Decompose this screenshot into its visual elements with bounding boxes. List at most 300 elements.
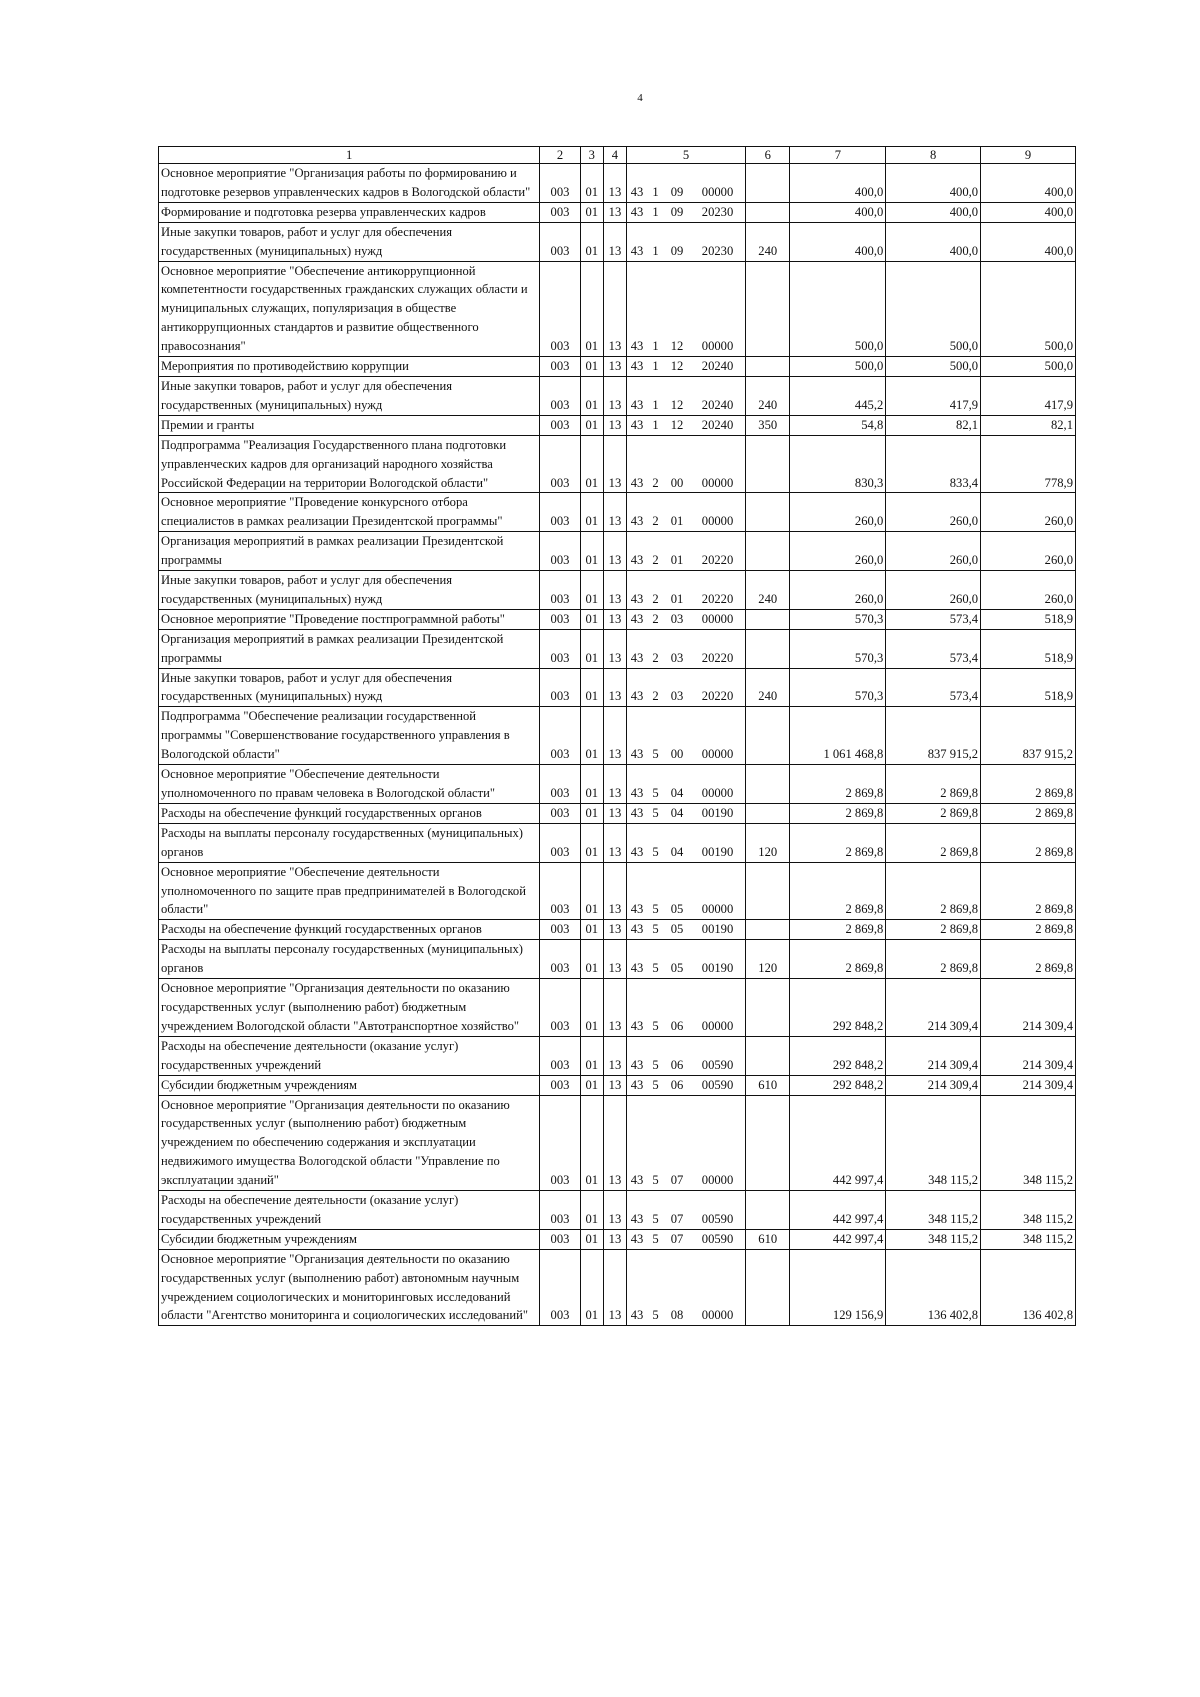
table-row [159, 493, 1076, 532]
row-name: Основное мероприятие "Организация деятельности по оказанию государственных услуг (выполнению работ) бюджетным учреждением по обеспечению содержания и эксплуатации недвижимого имущества Вологодской области "Управление по эксплуатации зданий" [159, 1095, 540, 1191]
row-expense-type: 240 [746, 571, 790, 610]
target-article-part: 5 [652, 1231, 659, 1246]
table-row [159, 164, 1076, 203]
target-article-part: 07 [670, 1173, 684, 1188]
row-target-article [627, 1191, 746, 1230]
row-amount-year-1: 2 869,8 [790, 823, 886, 862]
target-article-parts [627, 416, 745, 435]
row-section-code: 01 [580, 493, 603, 532]
row-admin-code: 003 [540, 1095, 580, 1191]
target-article-part: 43 [630, 689, 644, 704]
target-article-parts [627, 1230, 745, 1249]
target-article-part: 43 [630, 786, 644, 800]
target-article-part: 09 [670, 243, 684, 258]
target-article-parts [627, 1017, 745, 1036]
target-article-parts [627, 512, 745, 531]
target-article-part: 05 [670, 961, 684, 976]
row-subsection-code: 13 [603, 1095, 626, 1191]
row-admin-code: 003 [540, 532, 580, 571]
target-article-part: 00590 [701, 1231, 734, 1246]
target-article-part: 43 [630, 961, 644, 976]
row-expense-type [746, 920, 790, 940]
table-row [159, 435, 1076, 493]
row-expense-type [746, 979, 790, 1037]
target-article-part: 00000 [701, 902, 734, 917]
target-article-part: 04 [670, 786, 684, 800]
row-subsection-code: 13 [603, 261, 626, 357]
column-header-8: 8 [886, 147, 981, 164]
table-row [159, 707, 1076, 765]
row-amount-year-1: 1 061 468,8 [790, 707, 886, 765]
target-article-part: 06 [670, 1018, 684, 1033]
row-expense-type [746, 629, 790, 668]
row-target-article [627, 920, 746, 940]
row-expense-type [746, 862, 790, 920]
target-article-part: 2 [652, 553, 659, 568]
row-amount-year-1: 400,0 [790, 164, 886, 203]
row-amount-year-3: 518,9 [981, 668, 1076, 707]
row-target-article [627, 668, 746, 707]
target-article-part: 00000 [701, 514, 734, 529]
target-article-part: 43 [630, 243, 644, 258]
target-article-parts [627, 396, 745, 415]
column-header-1: 1 [159, 147, 540, 164]
row-target-article [627, 376, 746, 415]
target-article-part: 00000 [701, 1173, 734, 1188]
row-subsection-code: 13 [603, 629, 626, 668]
column-header-2: 2 [540, 147, 580, 164]
target-article-part: 5 [652, 805, 659, 820]
target-article-part: 5 [652, 1211, 659, 1226]
row-subsection-code: 13 [603, 1191, 626, 1230]
target-article-part: 03 [670, 689, 684, 704]
table-row [159, 571, 1076, 610]
table-row [159, 940, 1076, 979]
row-amount-year-2: 500,0 [886, 357, 981, 377]
row-expense-type [746, 707, 790, 765]
target-article-part: 00000 [701, 611, 734, 626]
row-amount-year-2: 573,4 [886, 609, 981, 629]
row-subsection-code: 13 [603, 435, 626, 493]
row-section-code: 01 [580, 940, 603, 979]
column-header-3: 3 [580, 147, 603, 164]
target-article-parts [627, 745, 745, 764]
row-admin-code: 003 [540, 493, 580, 532]
row-section-code: 01 [580, 202, 603, 222]
row-subsection-code: 13 [603, 920, 626, 940]
row-subsection-code: 13 [603, 493, 626, 532]
row-amount-year-1: 260,0 [790, 493, 886, 532]
row-expense-type [746, 1095, 790, 1191]
row-amount-year-3: 136 402,8 [981, 1249, 1076, 1326]
column-header-6: 6 [746, 147, 790, 164]
target-article-part: 20230 [701, 243, 734, 258]
target-article-part: 5 [652, 1077, 659, 1092]
row-subsection-code: 13 [603, 940, 626, 979]
row-amount-year-3: 260,0 [981, 493, 1076, 532]
row-amount-year-2: 214 309,4 [886, 979, 981, 1037]
row-admin-code: 003 [540, 707, 580, 765]
row-admin-code: 003 [540, 765, 580, 804]
target-article-part: 00590 [701, 1077, 734, 1092]
row-section-code: 01 [580, 1036, 603, 1075]
target-article-part: 01 [670, 514, 684, 529]
row-name: Подпрограмма "Обеспечение реализации государственной программы "Совершенствование государственного управления в Вологодской области" [159, 707, 540, 765]
target-article-part: 43 [630, 553, 644, 568]
target-article-part: 20230 [701, 204, 734, 219]
row-section-code: 01 [580, 629, 603, 668]
target-article-part: 5 [652, 747, 659, 762]
row-section-code: 01 [580, 357, 603, 377]
row-amount-year-3: 214 309,4 [981, 979, 1076, 1037]
row-amount-year-1: 2 869,8 [790, 765, 886, 804]
row-section-code: 01 [580, 823, 603, 862]
target-article-part: 20240 [701, 417, 734, 432]
row-name: Основное мероприятие "Проведение постпрограммной работы" [159, 609, 540, 629]
row-expense-type [746, 1036, 790, 1075]
row-expense-type [746, 1249, 790, 1326]
target-article-part: 43 [630, 747, 644, 762]
row-admin-code: 003 [540, 1191, 580, 1230]
row-target-article [627, 707, 746, 765]
target-article-part: 43 [630, 397, 644, 412]
row-amount-year-2: 82,1 [886, 415, 981, 435]
target-article-part: 08 [670, 1308, 684, 1323]
row-expense-type [746, 609, 790, 629]
row-expense-type [746, 202, 790, 222]
target-article-part: 00000 [701, 747, 734, 762]
row-section-code: 01 [580, 979, 603, 1037]
row-target-article [627, 862, 746, 920]
row-expense-type [746, 765, 790, 804]
header-row [159, 147, 1076, 164]
row-name: Организация мероприятий в рамках реализации Президентской программы [159, 629, 540, 668]
row-name: Подпрограмма "Реализация Государственного плана подготовки управленческих кадров для организаций народного хозяйства Российской Федерации на территории Вологодской области" [159, 435, 540, 493]
table-header [159, 147, 1076, 164]
row-target-article [627, 823, 746, 862]
row-subsection-code: 13 [603, 202, 626, 222]
target-article-part: 5 [652, 786, 659, 800]
row-admin-code: 003 [540, 629, 580, 668]
target-article-part: 2 [652, 475, 659, 490]
target-article-part: 1 [652, 397, 659, 412]
row-subsection-code: 13 [603, 164, 626, 203]
row-subsection-code: 13 [603, 803, 626, 823]
target-article-parts [627, 474, 745, 493]
target-article-parts [627, 203, 745, 222]
target-article-parts [627, 242, 745, 261]
target-article-parts [627, 1171, 745, 1190]
target-article-part: 43 [630, 591, 644, 606]
row-amount-year-3: 2 869,8 [981, 862, 1076, 920]
target-article-part: 5 [652, 1308, 659, 1323]
target-article-parts [627, 610, 745, 629]
row-target-article [627, 979, 746, 1037]
target-article-part: 03 [670, 611, 684, 626]
target-article-parts [627, 337, 745, 356]
row-target-article [627, 1036, 746, 1075]
row-amount-year-2: 2 869,8 [886, 862, 981, 920]
row-amount-year-3: 260,0 [981, 571, 1076, 610]
row-amount-year-3: 214 309,4 [981, 1036, 1076, 1075]
target-article-part: 20240 [701, 397, 734, 412]
target-article-part: 43 [630, 1057, 644, 1072]
target-article-part: 00190 [701, 961, 734, 976]
row-section-code: 01 [580, 1075, 603, 1095]
row-section-code: 01 [580, 532, 603, 571]
target-article-parts [627, 551, 745, 570]
row-amount-year-2: 500,0 [886, 261, 981, 357]
table-row [159, 979, 1076, 1037]
row-name: Расходы на обеспечение деятельности (оказание услуг) государственных учреждений [159, 1191, 540, 1230]
row-amount-year-3: 2 869,8 [981, 920, 1076, 940]
row-amount-year-2: 400,0 [886, 202, 981, 222]
table-row [159, 920, 1076, 940]
target-article-parts [627, 784, 745, 803]
row-name: Мероприятия по противодействию коррупции [159, 357, 540, 377]
row-section-code: 01 [580, 1229, 603, 1249]
row-amount-year-3: 82,1 [981, 415, 1076, 435]
row-amount-year-3: 2 869,8 [981, 765, 1076, 804]
row-name: Основное мероприятие "Организация деятельности по оказанию государственных услуг (выполнению работ) бюджетным учреждением Вологодской области "Автотранспортное хозяйство" [159, 979, 540, 1037]
row-amount-year-1: 54,8 [790, 415, 886, 435]
row-expense-type: 240 [746, 668, 790, 707]
row-amount-year-2: 348 115,2 [886, 1229, 981, 1249]
target-article-part: 01 [670, 553, 684, 568]
row-subsection-code: 13 [603, 707, 626, 765]
row-admin-code: 003 [540, 1075, 580, 1095]
table-row [159, 1191, 1076, 1230]
row-amount-year-3: 400,0 [981, 202, 1076, 222]
row-admin-code: 003 [540, 609, 580, 629]
row-subsection-code: 13 [603, 1075, 626, 1095]
row-amount-year-2: 214 309,4 [886, 1075, 981, 1095]
row-target-article [627, 435, 746, 493]
row-expense-type [746, 532, 790, 571]
target-article-part: 07 [670, 1231, 684, 1246]
table-row [159, 823, 1076, 862]
table-row [159, 609, 1076, 629]
row-target-article [627, 940, 746, 979]
row-name: Основное мероприятие "Организация деятельности по оказанию государственных услуг (выполнению работ) автономным научным учреждением социологических и мониторинговых исследований области "Агентство мониторинга и социологических исследований" [159, 1249, 540, 1326]
row-admin-code: 003 [540, 435, 580, 493]
row-amount-year-2: 2 869,8 [886, 940, 981, 979]
row-amount-year-1: 442 997,4 [790, 1095, 886, 1191]
row-subsection-code: 13 [603, 979, 626, 1037]
target-article-parts [627, 1306, 745, 1325]
row-amount-year-3: 260,0 [981, 532, 1076, 571]
row-amount-year-1: 500,0 [790, 357, 886, 377]
table-row [159, 222, 1076, 261]
target-article-parts [627, 183, 745, 202]
column-header-9: 9 [981, 147, 1076, 164]
target-article-part: 43 [630, 922, 644, 937]
target-article-part: 43 [630, 805, 644, 820]
row-subsection-code: 13 [603, 571, 626, 610]
row-admin-code: 003 [540, 415, 580, 435]
table-row [159, 1075, 1076, 1095]
target-article-parts [627, 900, 745, 919]
row-amount-year-3: 348 115,2 [981, 1191, 1076, 1230]
row-name: Формирование и подготовка резерва управленческих кадров [159, 202, 540, 222]
target-article-part: 09 [670, 184, 684, 199]
table-row [159, 1249, 1076, 1326]
row-section-code: 01 [580, 803, 603, 823]
target-article-part: 05 [670, 902, 684, 917]
target-article-part: 00190 [701, 805, 734, 820]
row-amount-year-1: 260,0 [790, 532, 886, 571]
target-article-part: 43 [630, 1077, 644, 1092]
row-section-code: 01 [580, 707, 603, 765]
row-name: Расходы на обеспечение функций государственных органов [159, 803, 540, 823]
target-article-part: 43 [630, 1231, 644, 1246]
target-article-parts [627, 843, 745, 862]
row-subsection-code: 13 [603, 1249, 626, 1326]
target-article-part: 00000 [701, 1018, 734, 1033]
row-amount-year-2: 400,0 [886, 222, 981, 261]
row-target-article [627, 609, 746, 629]
target-article-part: 2 [652, 591, 659, 606]
row-amount-year-3: 518,9 [981, 609, 1076, 629]
column-header-4: 4 [603, 147, 626, 164]
row-target-article [627, 765, 746, 804]
row-subsection-code: 13 [603, 415, 626, 435]
row-admin-code: 003 [540, 376, 580, 415]
row-target-article [627, 571, 746, 610]
row-amount-year-2: 573,4 [886, 668, 981, 707]
target-article-part: 12 [670, 339, 684, 354]
target-article-part: 01 [670, 591, 684, 606]
row-name: Премии и гранты [159, 415, 540, 435]
target-article-part: 00000 [701, 475, 734, 490]
target-article-part: 43 [630, 359, 644, 374]
row-expense-type [746, 1191, 790, 1230]
row-amount-year-3: 348 115,2 [981, 1095, 1076, 1191]
target-article-part: 43 [630, 417, 644, 432]
row-subsection-code: 13 [603, 222, 626, 261]
row-amount-year-1: 2 869,8 [790, 940, 886, 979]
row-amount-year-1: 2 869,8 [790, 803, 886, 823]
row-admin-code: 003 [540, 202, 580, 222]
row-section-code: 01 [580, 609, 603, 629]
row-amount-year-1: 292 848,2 [790, 1075, 886, 1095]
row-amount-year-1: 830,3 [790, 435, 886, 493]
row-admin-code: 003 [540, 571, 580, 610]
target-article-part: 43 [630, 204, 644, 219]
row-expense-type: 240 [746, 222, 790, 261]
row-expense-type [746, 164, 790, 203]
row-section-code: 01 [580, 1249, 603, 1326]
row-admin-code: 003 [540, 862, 580, 920]
target-article-part: 12 [670, 417, 684, 432]
target-article-parts [627, 1076, 745, 1095]
target-article-part: 43 [630, 1308, 644, 1323]
row-amount-year-2: 833,4 [886, 435, 981, 493]
row-expense-type [746, 261, 790, 357]
target-article-part: 2 [652, 611, 659, 626]
page-number: 4 [637, 92, 643, 104]
target-article-part: 43 [630, 1173, 644, 1188]
target-article-part: 00000 [701, 184, 734, 199]
row-subsection-code: 13 [603, 532, 626, 571]
target-article-parts [627, 959, 745, 978]
target-article-part: 20240 [701, 359, 734, 374]
target-article-part: 1 [652, 184, 659, 199]
row-subsection-code: 13 [603, 862, 626, 920]
target-article-parts [627, 804, 745, 823]
table-row [159, 1229, 1076, 1249]
row-name: Иные закупки товаров, работ и услуг для обеспечения государственных (муниципальных) нужд [159, 571, 540, 610]
target-article-part: 1 [652, 417, 659, 432]
row-admin-code: 003 [540, 803, 580, 823]
row-admin-code: 003 [540, 222, 580, 261]
target-article-part: 2 [652, 689, 659, 704]
target-article-parts [627, 920, 745, 939]
target-article-part: 00000 [701, 1308, 734, 1323]
row-section-code: 01 [580, 668, 603, 707]
target-article-part: 00590 [701, 1211, 734, 1226]
row-name: Иные закупки товаров, работ и услуг для обеспечения государственных (муниципальных) нужд [159, 222, 540, 261]
row-expense-type [746, 493, 790, 532]
row-amount-year-3: 2 869,8 [981, 940, 1076, 979]
row-amount-year-2: 260,0 [886, 493, 981, 532]
row-target-article [627, 1095, 746, 1191]
row-subsection-code: 13 [603, 1036, 626, 1075]
row-amount-year-3: 2 869,8 [981, 823, 1076, 862]
row-name: Основное мероприятие "Организация работы по формированию и подготовке резервов управленческих кадров в Вологодской области" [159, 164, 540, 203]
target-article-part: 43 [630, 902, 644, 917]
target-article-part: 00000 [701, 339, 734, 354]
row-name: Расходы на выплаты персоналу государственных (муниципальных) органов [159, 823, 540, 862]
target-article-parts [627, 357, 745, 376]
row-name: Основное мероприятие "Обеспечение антикоррупционной компетентности государственных гражданских служащих области и муниципальных служащих, популяризация в обществе антикоррупционных стандартов и развитие общественного правосознания" [159, 261, 540, 357]
target-article-part: 20220 [701, 553, 734, 568]
target-article-parts [627, 1210, 745, 1229]
row-amount-year-3: 417,9 [981, 376, 1076, 415]
row-subsection-code: 13 [603, 823, 626, 862]
row-target-article [627, 803, 746, 823]
row-admin-code: 003 [540, 920, 580, 940]
row-amount-year-1: 292 848,2 [790, 979, 886, 1037]
target-article-part: 5 [652, 961, 659, 976]
row-target-article [627, 202, 746, 222]
target-article-part: 2 [652, 514, 659, 529]
target-article-part: 20220 [701, 689, 734, 704]
row-amount-year-3: 518,9 [981, 629, 1076, 668]
table-row [159, 376, 1076, 415]
table-row [159, 1036, 1076, 1075]
row-expense-type: 610 [746, 1229, 790, 1249]
row-amount-year-1: 400,0 [790, 222, 886, 261]
row-name: Расходы на выплаты персоналу государственных (муниципальных) органов [159, 940, 540, 979]
target-article-part: 43 [630, 1018, 644, 1033]
row-name: Основное мероприятие "Проведение конкурсного отбора специалистов в рамках реализации Президентской программы" [159, 493, 540, 532]
row-target-article [627, 532, 746, 571]
row-amount-year-3: 500,0 [981, 261, 1076, 357]
row-name: Расходы на обеспечение деятельности (оказание услуг) государственных учреждений [159, 1036, 540, 1075]
target-article-part: 5 [652, 922, 659, 937]
table-row [159, 261, 1076, 357]
target-article-part: 03 [670, 650, 684, 665]
target-article-part: 20220 [701, 591, 734, 606]
row-name: Организация мероприятий в рамках реализации Президентской программы [159, 532, 540, 571]
target-article-part: 04 [670, 805, 684, 820]
row-section-code: 01 [580, 164, 603, 203]
row-admin-code: 003 [540, 979, 580, 1037]
row-name: Субсидии бюджетным учреждениям [159, 1229, 540, 1249]
row-section-code: 01 [580, 376, 603, 415]
row-admin-code: 003 [540, 261, 580, 357]
